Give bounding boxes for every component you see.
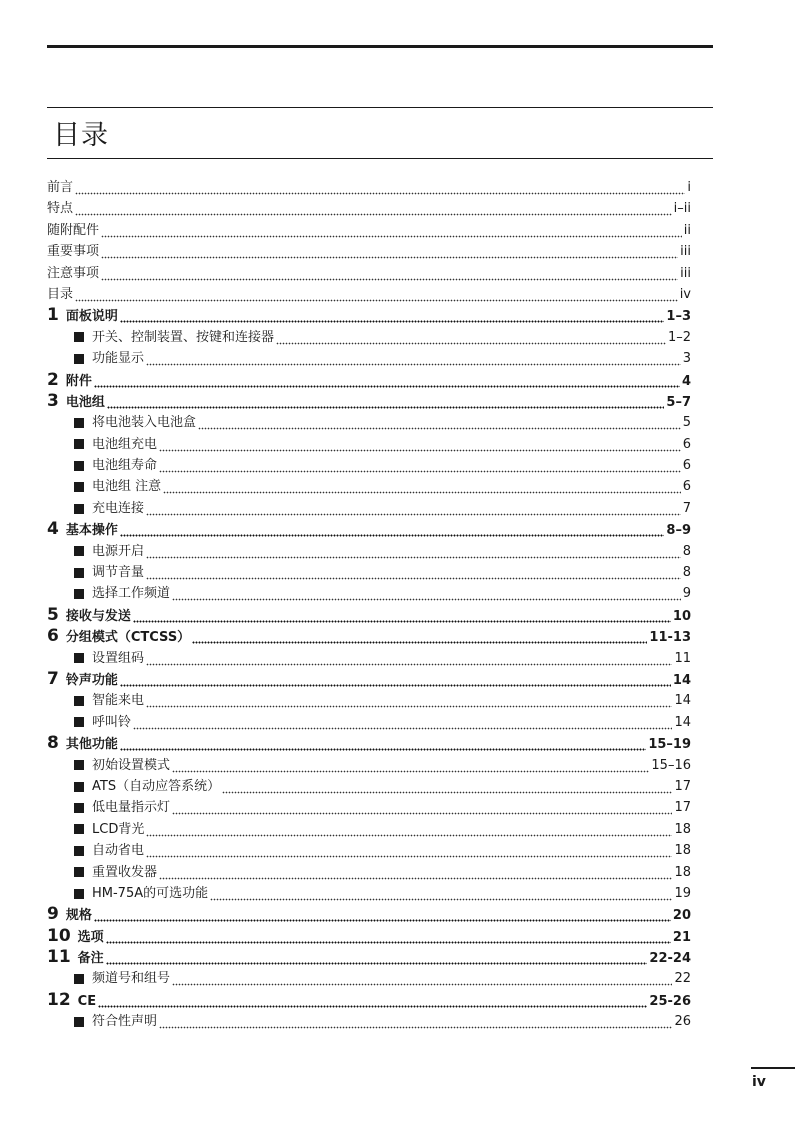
section-number: 11 — [47, 947, 71, 968]
entry-page-number: 15–19 — [648, 737, 691, 753]
square-bullet-icon — [74, 889, 84, 899]
dot-leader — [94, 370, 680, 391]
toc-section-entry[interactable] — [47, 669, 691, 690]
square-bullet-icon — [74, 461, 84, 471]
entry-page-number: 19 — [674, 885, 691, 901]
toc-section-entry[interactable] — [47, 305, 691, 326]
entry-label: 随附配件 — [47, 222, 100, 238]
section-number: 6 — [47, 626, 59, 647]
dot-leader — [163, 476, 681, 497]
entry-label: 选择工作频道 — [92, 586, 171, 602]
entry-label: 重要事项 — [47, 244, 100, 260]
toc-subsection-entry[interactable] — [47, 583, 691, 604]
dot-leader — [75, 177, 685, 198]
entry-page-number: 6 — [682, 479, 691, 495]
dot-leader — [172, 583, 681, 604]
section-number: 12 — [47, 989, 71, 1010]
dot-leader — [159, 455, 681, 476]
dot-leader — [101, 241, 678, 262]
square-bullet-icon — [74, 568, 84, 578]
toc-subsection-entry[interactable] — [47, 862, 691, 883]
square-bullet-icon — [74, 867, 84, 877]
entry-label: 附件 — [65, 373, 92, 389]
toc-subsection-entry[interactable] — [47, 648, 691, 669]
entry-label: 备注 — [77, 951, 104, 967]
entry-page-number: 8–9 — [666, 523, 691, 539]
entry-label: 规格 — [65, 908, 92, 924]
dot-leader — [222, 776, 672, 797]
entry-page-number: 15–16 — [651, 757, 691, 773]
entry-page-number: 17 — [674, 800, 691, 816]
entry-label: 呼叫铃 — [92, 714, 132, 730]
entry-label: 电池组充电 — [92, 436, 158, 452]
title-bottom-rule — [47, 158, 713, 159]
entry-label: 其他功能 — [65, 737, 118, 753]
entry-page-number: 21 — [672, 929, 691, 945]
toc-subsection-entry[interactable] — [47, 412, 691, 433]
toc-subsection-entry[interactable] — [47, 1011, 691, 1032]
dot-leader — [107, 391, 665, 412]
dot-leader — [101, 220, 682, 241]
entry-page-number: 6 — [682, 436, 691, 452]
section-number: 10 — [47, 925, 71, 946]
page-title: 目录 — [53, 120, 109, 151]
toc-entry[interactable] — [47, 241, 691, 262]
toc-section-entry[interactable] — [47, 926, 691, 947]
entry-label: CE — [77, 993, 97, 1009]
toc-section-entry[interactable] — [47, 391, 691, 412]
entry-page-number: 5–7 — [666, 394, 691, 410]
entry-label: 充电连接 — [92, 500, 145, 516]
toc-subsection-entry[interactable] — [47, 541, 691, 562]
toc-subsection-entry[interactable] — [47, 455, 691, 476]
entry-page-number: 22-24 — [649, 951, 691, 967]
dot-leader — [120, 305, 665, 326]
section-number: 2 — [47, 369, 59, 390]
section-number: 1 — [47, 305, 59, 326]
entry-label: 开关、控制装置、按键和连接器 — [92, 329, 275, 345]
dot-leader — [94, 904, 671, 925]
square-bullet-icon — [74, 332, 84, 342]
entry-label: 选项 — [77, 929, 104, 945]
entry-label: 自动省电 — [92, 843, 145, 859]
page-number: iv — [752, 1074, 766, 1090]
square-bullet-icon — [74, 418, 84, 428]
entry-label: HM-75A的可选功能 — [92, 885, 209, 901]
square-bullet-icon — [74, 760, 84, 770]
toc-entry[interactable] — [47, 263, 691, 284]
square-bullet-icon — [74, 354, 84, 364]
toc-section-entry[interactable] — [47, 947, 691, 968]
dot-leader — [120, 669, 671, 690]
entry-page-number: 14 — [674, 693, 691, 709]
entry-label: 面板说明 — [65, 309, 118, 325]
toc-section-entry[interactable] — [47, 904, 691, 925]
entry-page-number: 10 — [672, 608, 691, 624]
footer-rule — [751, 1067, 795, 1069]
entry-page-number: 1–2 — [667, 329, 691, 345]
toc-subsection-entry[interactable] — [47, 690, 691, 711]
square-bullet-icon — [74, 482, 84, 492]
dot-leader — [192, 626, 647, 647]
dot-leader — [172, 797, 672, 818]
entry-page-number: 11 — [674, 650, 691, 666]
entry-label: 目录 — [47, 286, 74, 302]
section-number: 5 — [47, 604, 59, 625]
square-bullet-icon — [74, 653, 84, 663]
entry-label: 接收与发送 — [65, 608, 131, 624]
toc-subsection-entry[interactable] — [47, 797, 691, 818]
toc-entry[interactable] — [47, 284, 691, 305]
entry-page-number: iii — [680, 244, 691, 260]
entry-label: 初始设置模式 — [92, 757, 171, 773]
toc-subsection-entry[interactable] — [47, 327, 691, 348]
dot-leader — [120, 733, 646, 754]
dot-leader — [75, 198, 672, 219]
dot-leader — [210, 883, 672, 904]
entry-label: 前言 — [47, 180, 74, 195]
entry-page-number: ii — [683, 222, 691, 238]
entry-page-number: 18 — [674, 843, 691, 859]
toc-subsection-entry[interactable] — [47, 819, 691, 840]
dot-leader — [146, 541, 681, 562]
entry-page-number: 5 — [682, 415, 691, 431]
entry-page-number: 4 — [681, 373, 691, 389]
square-bullet-icon — [74, 803, 84, 813]
toc-subsection-entry[interactable] — [47, 883, 691, 904]
toc-subsection-entry[interactable] — [47, 348, 691, 369]
entry-label: 低电量指示灯 — [92, 800, 171, 816]
toc-subsection-entry[interactable] — [47, 562, 691, 583]
entry-page-number: iv — [679, 286, 691, 302]
square-bullet-icon — [74, 824, 84, 834]
square-bullet-icon — [74, 696, 84, 706]
dot-leader — [75, 284, 678, 305]
toc-subsection-entry[interactable] — [47, 840, 691, 861]
entry-page-number: 7 — [682, 500, 691, 516]
entry-label: ATS（自动应答系统） — [92, 778, 221, 794]
entry-page-number: 26 — [674, 1014, 691, 1030]
toc-section-entry[interactable] — [47, 370, 691, 391]
square-bullet-icon — [74, 546, 84, 556]
toc-section-entry[interactable] — [47, 733, 691, 754]
dot-leader — [133, 712, 672, 733]
toc-subsection-entry[interactable] — [47, 498, 691, 519]
dot-leader — [159, 1011, 672, 1032]
dot-leader — [146, 498, 681, 519]
toc-subsection-entry[interactable] — [47, 712, 691, 733]
dot-leader — [98, 990, 647, 1011]
entry-label: 特点 — [47, 201, 74, 217]
toc-subsection-entry[interactable] — [47, 755, 691, 776]
dot-leader — [106, 947, 648, 968]
dot-leader — [101, 263, 678, 284]
toc-subsection-entry[interactable] — [47, 476, 691, 497]
dot-leader — [172, 968, 672, 989]
entry-label: 注意事项 — [47, 265, 100, 281]
dot-leader — [146, 648, 672, 669]
entry-page-number: 20 — [672, 908, 691, 924]
dot-leader — [159, 434, 681, 455]
entry-label: 调节音量 — [92, 565, 145, 581]
dot-leader — [146, 348, 681, 369]
entry-label: 频道号和组号 — [92, 971, 171, 987]
entry-page-number: iii — [680, 265, 691, 281]
section-number: 7 — [47, 668, 59, 689]
section-number: 8 — [47, 733, 59, 754]
entry-label: 智能来电 — [92, 693, 145, 709]
entry-label: 铃声功能 — [65, 672, 118, 688]
toc-subsection-entry[interactable] — [47, 434, 691, 455]
entry-page-number: 18 — [674, 864, 691, 880]
dot-leader — [133, 605, 671, 626]
entry-page-number: i — [687, 180, 691, 195]
entry-label: 基本操作 — [65, 523, 118, 539]
entry-page-number: 17 — [674, 778, 691, 794]
entry-label: 将电池装入电池盒 — [92, 415, 197, 431]
square-bullet-icon — [74, 782, 84, 792]
entry-page-number: 14 — [674, 714, 691, 730]
entry-label: 电源开启 — [92, 543, 145, 559]
entry-page-number: 11-13 — [649, 630, 691, 646]
toc-section-entry[interactable] — [47, 605, 691, 626]
toc-subsection-entry[interactable] — [47, 968, 691, 989]
square-bullet-icon — [74, 846, 84, 856]
square-bullet-icon — [74, 439, 84, 449]
toc-entry[interactable] — [47, 177, 691, 198]
square-bullet-icon — [74, 717, 84, 727]
square-bullet-icon — [74, 589, 84, 599]
table-of-contents — [47, 177, 691, 1033]
entry-page-number: 9 — [682, 586, 691, 602]
dot-leader — [198, 412, 681, 433]
title-top-rule — [47, 107, 713, 108]
entry-label: 设置组码 — [92, 650, 145, 666]
entry-page-number: 22 — [674, 971, 691, 987]
square-bullet-icon — [74, 974, 84, 984]
toc-section-entry[interactable] — [47, 626, 691, 647]
dot-leader — [146, 819, 672, 840]
entry-page-number: 8 — [682, 565, 691, 581]
entry-page-number: 3 — [682, 351, 691, 367]
dot-leader — [172, 755, 649, 776]
dot-leader — [159, 862, 672, 883]
toc-subsection-entry[interactable] — [47, 776, 691, 797]
entry-page-number: 6 — [682, 458, 691, 474]
entry-page-number: 1–3 — [666, 309, 691, 325]
section-number: 3 — [47, 390, 59, 411]
entry-label: 电池组寿命 — [92, 458, 158, 474]
square-bullet-icon — [74, 1017, 84, 1027]
entry-label: 电池组 注意 — [92, 479, 162, 495]
square-bullet-icon — [74, 504, 84, 514]
toc-section-entry[interactable] — [47, 519, 691, 540]
entry-page-number: 18 — [674, 821, 691, 837]
dot-leader — [146, 690, 672, 711]
toc-entry[interactable] — [47, 220, 691, 241]
dot-leader — [106, 926, 671, 947]
dot-leader — [146, 840, 672, 861]
entry-page-number: 8 — [682, 543, 691, 559]
entry-label: 重置收发器 — [92, 864, 158, 880]
dot-leader — [146, 562, 681, 583]
entry-page-number: 14 — [672, 672, 691, 688]
entry-label: 符合性声明 — [92, 1014, 158, 1030]
top-rule — [47, 45, 713, 48]
entry-label: 功能显示 — [92, 351, 145, 367]
section-number: 9 — [47, 904, 59, 925]
section-number: 4 — [47, 519, 59, 540]
toc-entry[interactable] — [47, 198, 691, 219]
entry-page-number: i–ii — [673, 201, 691, 217]
toc-section-entry[interactable] — [47, 990, 691, 1011]
entry-label: LCD背光 — [92, 821, 145, 837]
dot-leader — [276, 327, 666, 348]
entry-label: 电池组 — [65, 394, 105, 410]
entry-label: 分组模式（CTCSS） — [65, 630, 191, 646]
dot-leader — [120, 519, 665, 540]
entry-page-number: 25-26 — [649, 993, 691, 1009]
